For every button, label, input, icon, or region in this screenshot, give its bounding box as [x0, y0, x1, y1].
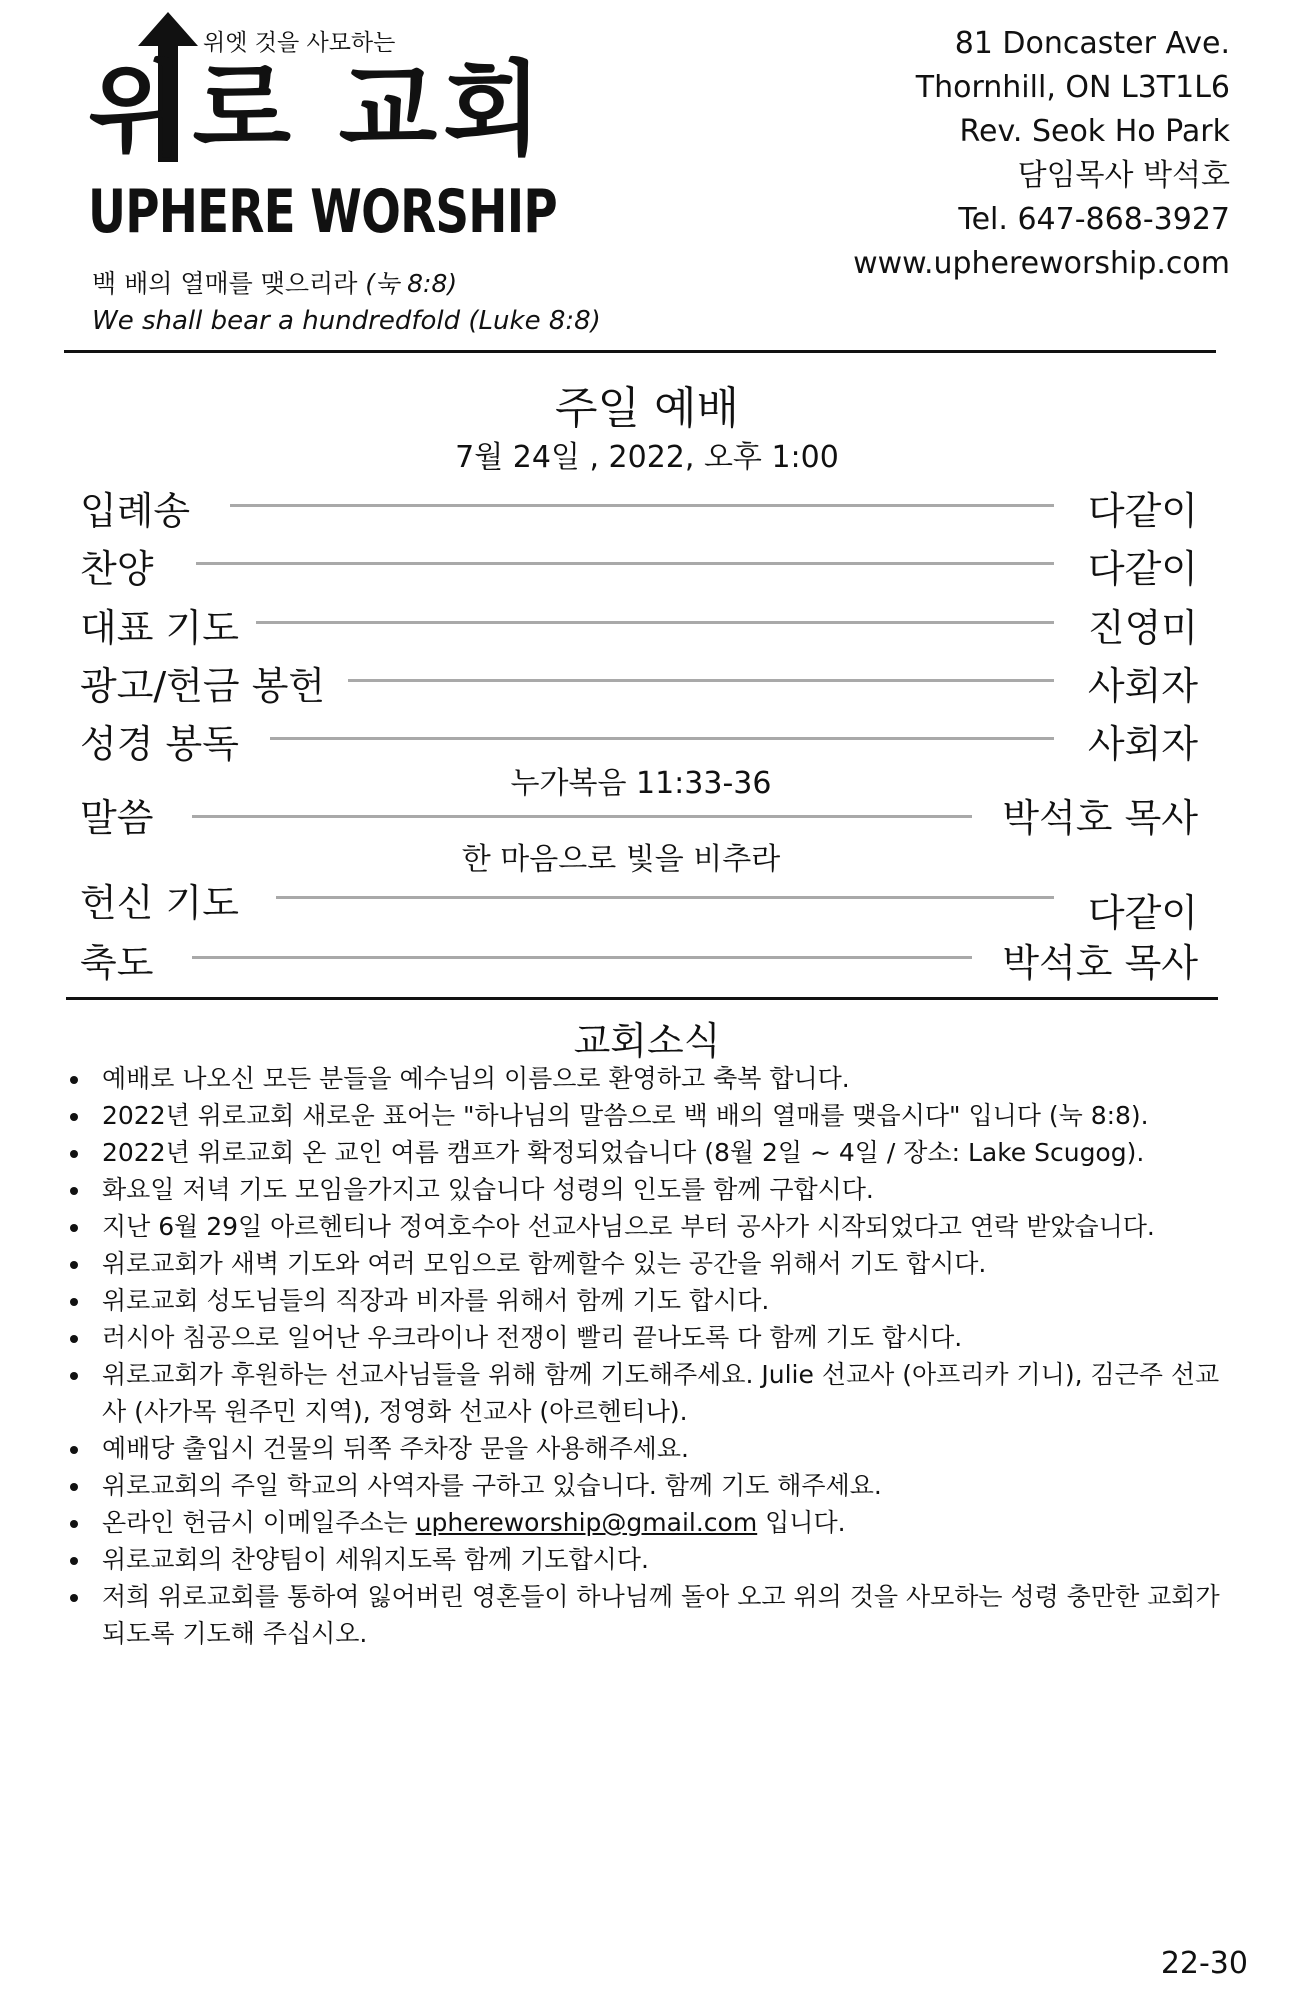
order-row [80, 597, 1198, 650]
order-label: 축도 [80, 941, 154, 985]
website-link[interactable]: www.uphereworship.com [853, 246, 1230, 281]
order-person: 다같이 [1087, 891, 1198, 935]
news-item: 위로교회의 찬양팀이 세워지도록 함께 기도합시다. [66, 1541, 1226, 1578]
order-row [80, 932, 1198, 985]
order-person: 사회자 [1087, 664, 1198, 708]
news-item: 2022년 위로교회 온 교인 여름 캠프가 확정되었습니다 (8월 2일 ~ 4일 / 장소: Lake Scugog). [66, 1134, 1226, 1171]
address-line-2: Thornhill, ON L3T1L6 [915, 70, 1230, 105]
motto-korean-text: 백 배의 열매를 맺으리라 [92, 269, 358, 298]
order-row [80, 787, 1198, 840]
leader-line [192, 815, 972, 818]
service-divider [66, 997, 1218, 1000]
contact-info [853, 22, 1230, 286]
pastor-name-korean: 담임목사 박석호 [1017, 158, 1230, 193]
logo-tagline: 위엣 것을 사모하는 [203, 30, 396, 56]
news-item: 위로교회가 새벽 기도와 여러 모임으로 함께할수 있는 공간을 위해서 기도 합시다. [66, 1245, 1226, 1282]
order-row [80, 538, 1198, 591]
news-item-email [66, 1504, 1226, 1541]
motto-english: We shall bear a hundredfold (Luke 8:8) [92, 306, 601, 336]
news-item: 지난 6월 29일 아르헨티나 정여호수아 선교사님으로 부터 공사가 시작되었다고 연락 받았습니다. [66, 1208, 1226, 1245]
order-label: 광고/헌금 봉헌 [80, 664, 326, 708]
church-name-korean: 위로 교회 [88, 51, 548, 170]
news-item: 예배당 출입시 건물의 뒤쪽 주차장 문을 사용해주세요. [66, 1430, 1226, 1467]
leader-line [276, 896, 1054, 899]
news-item: 위로교회의 주일 학교의 사역자를 구하고 있습니다. 함께 기도 해주세요. [66, 1467, 1226, 1504]
service-date: 7월 24일 , 2022, 오후 1:00 [455, 440, 839, 475]
news-item: 저희 위로교회를 통하여 잃어버린 영혼들이 하나님께 돌아 오고 위의 것을 사모하는 성령 충만한 교회가되도록 기도해 주십시오. [66, 1578, 1226, 1652]
leader-line [348, 679, 1054, 682]
order-row [80, 480, 1198, 533]
motto-korean-reference: (눅 8:8) [365, 269, 458, 298]
news-item: 예배로 나오신 모든 분들을 예수님의 이름으로 환영하고 축복 합니다. [66, 1060, 1226, 1097]
news-item: 2022년 위로교회 새로운 표어는 "하나님의 말씀으로 백 배의 열매를 맺읍시다" 입니다 (눅 8:8). [66, 1097, 1226, 1134]
order-label: 입례송 [80, 489, 191, 533]
order-label: 헌신 기도 [80, 881, 239, 925]
sermon-title: 한 마음으로 빛을 비추라 [461, 842, 781, 877]
order-row [80, 655, 1198, 708]
order-label: 대표 기도 [80, 606, 239, 650]
news-item-text: 온라인 헌금시 이메일주소는 [102, 1508, 408, 1537]
leader-line [270, 737, 1054, 740]
news-list [66, 1060, 1226, 1652]
header-divider [64, 350, 1216, 353]
news-item-suffix: 입니다. [765, 1508, 846, 1537]
news-item: 러시아 침공으로 일어난 우크라이나 전쟁이 빨리 끝나도록 다 함께 기도 합시다. [66, 1319, 1226, 1356]
page-number: 22-30 [1160, 1946, 1248, 1981]
order-label: 찬양 [80, 547, 154, 591]
church-name-english: UPHERE WORSHIP [88, 177, 557, 247]
news-item: 화요일 저녁 기도 모임을가지고 있습니다 성령의 인도를 함께 구합시다. [66, 1171, 1226, 1208]
leader-line [192, 956, 972, 959]
pastor-name-english: Rev. Seok Ho Park [959, 114, 1230, 149]
order-person: 사회자 [1087, 722, 1198, 766]
leader-line [230, 504, 1054, 507]
news-item: 위로교회가 후원하는 선교사님들을 위해 함께 기도해주세요. Julie 선교사 (아프리카 기니), 김근주 선교사 (사가목 원주민 지역), 정영화 선교사 (아르헨티나). [66, 1356, 1226, 1430]
motto-korean [92, 264, 457, 300]
order-label: 말씀 [80, 796, 154, 840]
leader-line [196, 562, 1054, 565]
order-person: 박석호 목사 [1002, 941, 1198, 985]
order-person: 다같이 [1087, 547, 1198, 591]
news-item: 위로교회 성도님들의 직장과 비자를 위해서 함께 기도 합시다. [66, 1282, 1226, 1319]
order-row [80, 713, 1198, 766]
order-row [80, 872, 1198, 935]
service-title: 주일 예배 [554, 383, 739, 434]
order-person: 박석호 목사 [1002, 796, 1198, 840]
scripture-reference: 누가복음 11:33-36 [510, 766, 772, 801]
order-label: 성경 봉독 [80, 722, 239, 766]
leader-line [256, 621, 1054, 624]
order-person: 진영미 [1087, 606, 1198, 650]
telephone: Tel. 647-868-3927 [958, 202, 1230, 237]
order-person: 다같이 [1087, 489, 1198, 533]
address-line-1: 81 Doncaster Ave. [954, 26, 1230, 61]
church-logo [88, 12, 608, 342]
email-link[interactable]: uphereworship@gmail.com [415, 1508, 758, 1537]
news-title: 교회소식 [573, 1019, 721, 1063]
